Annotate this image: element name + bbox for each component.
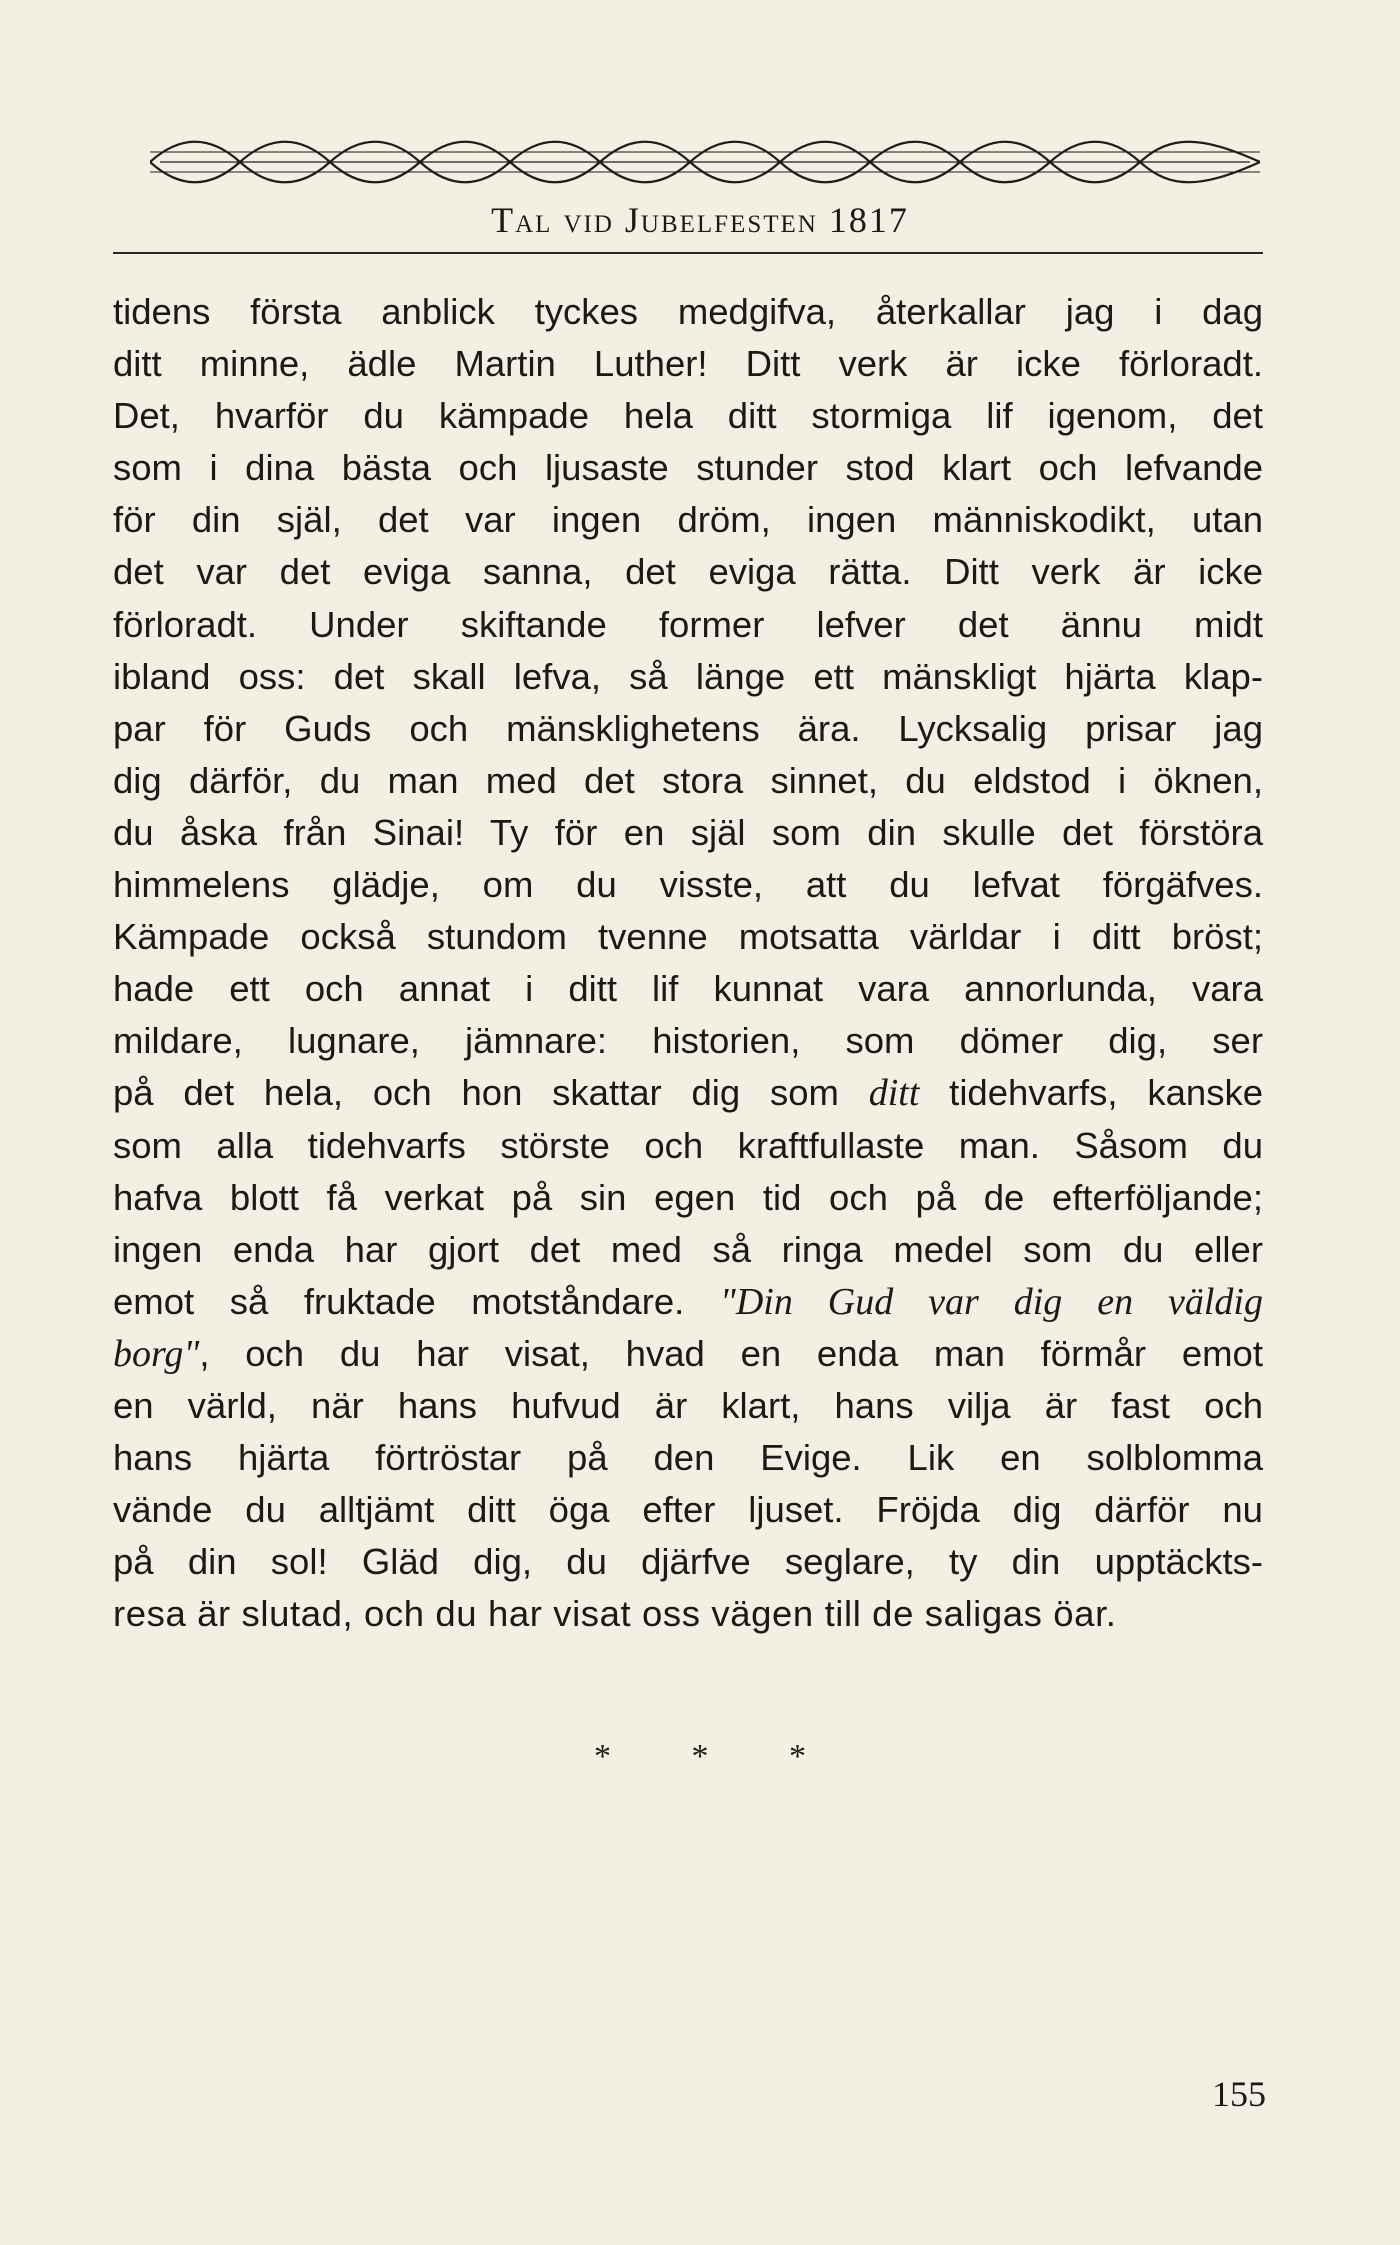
text-line: på din sol! Gläd dig, du djärfve seglare, ty din upptäckts- bbox=[113, 1541, 1263, 1583]
italic-quotation: "Din Gud var dig en väldig bbox=[719, 1280, 1263, 1323]
header-rule bbox=[113, 252, 1263, 254]
section-break-asterisms: * * * bbox=[594, 1738, 842, 1775]
decorative-ornament-band bbox=[150, 130, 1260, 190]
body-text bbox=[113, 286, 1263, 1640]
text-line: mildare, lugnare, jämnare: historien, som dömer dig, ser bbox=[113, 1020, 1263, 1062]
text-line: ingen enda har gjort det med så ringa medel som du eller bbox=[113, 1228, 1263, 1270]
text-line: vände du alltjämt ditt öga efter ljuset. Fröjda dig därför nu bbox=[113, 1489, 1263, 1531]
text-run: emot så fruktade motståndare. bbox=[113, 1280, 720, 1322]
text-line: ditt minne, ädle Martin Luther! Ditt verk är icke förloradt. bbox=[113, 343, 1263, 385]
text-line: en värld, när hans hufvud är klart, hans vilja är fast och bbox=[113, 1384, 1263, 1426]
text-line: förloradt. Under skiftande former lefver det ännu midt bbox=[113, 603, 1263, 645]
text-line: du åska från Sinai! Ty för en själ som din skulle det förstöra bbox=[113, 811, 1263, 853]
text-line-with-italic bbox=[113, 1328, 1263, 1380]
text-line: som i dina bästa och ljusaste stunder stod klart och lefvande bbox=[113, 447, 1263, 489]
text-line: hans hjärta förtröstar på den Evige. Lik en solblomma bbox=[113, 1437, 1263, 1479]
text-line: hafva blott få verkat på sin egen tid och på de efterföljande; bbox=[113, 1176, 1263, 1218]
running-head: Tal vid Jubelfesten 1817 bbox=[491, 200, 909, 240]
page-number: 155 bbox=[1212, 2074, 1266, 2114]
text-line: det var det eviga sanna, det eviga rätta. Ditt verk är icke bbox=[113, 551, 1263, 593]
text-line: för din själ, det var ingen dröm, ingen människodikt, utan bbox=[113, 499, 1263, 541]
text-line: som alla tidehvarfs störste och kraftfullaste man. Såsom du bbox=[113, 1124, 1263, 1166]
text-line: dig därför, du man med det stora sinnet, du eldstod i öknen, bbox=[113, 759, 1263, 801]
text-line: ibland oss: det skall lefva, så länge ett mänskligt hjärta klap- bbox=[113, 655, 1263, 697]
text-line-final: resa är slutad, och du har visat oss vägen till de saligas öar. bbox=[113, 1593, 1117, 1635]
text-line: hade ett och annat i ditt lif kunnat vara annorlunda, vara bbox=[113, 968, 1263, 1010]
text-line-with-italic bbox=[113, 1276, 1263, 1328]
text-line: tidens första anblick tyckes medgifva, återkallar jag i dag bbox=[113, 291, 1263, 332]
text-run: , och du har visat, hvad en enda man förmår emot bbox=[199, 1332, 1263, 1374]
italic-emphasis: ditt bbox=[868, 1072, 920, 1115]
text-run: på det hela, och hon skattar dig som bbox=[113, 1072, 869, 1114]
text-line-with-italic bbox=[113, 1067, 1263, 1119]
text-line: par för Guds och mänsklighetens ära. Lycksalig prisar jag bbox=[113, 707, 1263, 749]
text-line: Kämpade också stundom tvenne motsatta världar i ditt bröst; bbox=[113, 916, 1263, 958]
text-line: Det, hvarför du kämpade hela ditt stormiga lif igenom, det bbox=[113, 395, 1263, 437]
text-line: himmelens glädje, om du visste, att du lefvat förgäfves. bbox=[113, 864, 1263, 906]
italic-quotation: borg" bbox=[113, 1332, 200, 1375]
text-run: tidehvarfs, kanske bbox=[919, 1072, 1263, 1114]
